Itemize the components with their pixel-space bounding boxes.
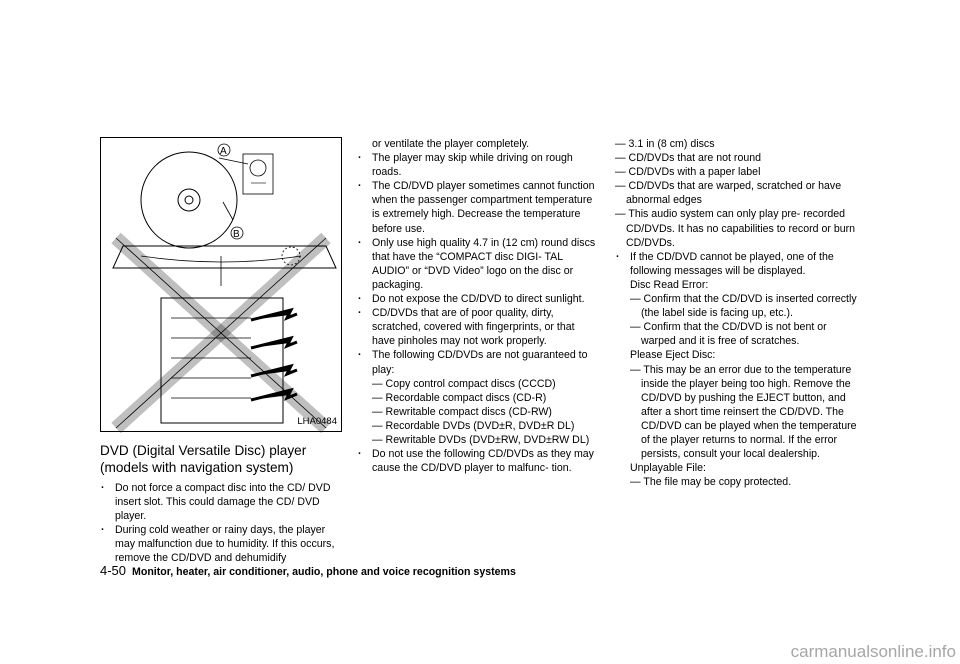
section-title: Monitor, heater, air conditioner, audio, phone and voice recognition systems (132, 566, 516, 578)
sub-list-item: — Copy control compact discs (CCCD) (372, 377, 556, 390)
sub-list-item: — Rewritable compact discs (CD-RW) (372, 405, 552, 418)
disc-outline (141, 152, 237, 248)
list-item: . The following CD/DVDs are not guaranteed to play: (357, 348, 599, 376)
arrow-2 (251, 338, 297, 348)
sub-list-item: — CD/DVDs that are warped, scratched or have abnormal edges (615, 180, 842, 207)
disc-hub (178, 189, 200, 211)
sub-list-item: — Recordable compact discs (CD-R) (372, 391, 547, 404)
continuation-text: or ventilate the player completely. (372, 138, 530, 150)
sub-list-item: — This may be an error due to the temperature inside the player being too high. Remove the CD/DVD by pushing the EJECT button, and after a short time reinsert the CD/DVD. The CD/DVD can be played when the temperature of the player returns to normal. If the error persists, consult your local dealership. (630, 363, 857, 461)
message-title: Please Eject Disc: (630, 349, 716, 362)
list-item: . CD/DVDs that are of poor quality, dirty, scratched, covered with fingerprints, or that have pinholes may not work properly. (357, 306, 599, 348)
page-number: 4-50 (100, 563, 127, 578)
list-item: . During cold weather or rainy days, the player may malfunction due to humidity. If this occurs, remove the CD/DVD and dehumidify (100, 523, 342, 565)
section-heading: DVD (Digital Versatile Disc) player (models with navigation system) (100, 443, 307, 475)
list-item: . Only use high quality 4.7 in (12 cm) round discs that have the “COMPACT disc DIGI- TAL AUDIO” or “DVD Video” logo on the disc or packaging. (357, 236, 599, 292)
sub-list-item: — The file may be copy protected. (630, 476, 792, 489)
sub-list-item: — This audio system can only play pre- recorded CD/DVDs. It has no capabilities to record or burn CD/DVDs. (615, 208, 856, 249)
page-footer (100, 563, 516, 578)
sub-list-item: — CD/DVDs with a paper label (615, 166, 761, 179)
list-item: . Do not force a compact disc into the CD/ DVD insert slot. This could damage the CD/ DVD player. (100, 481, 342, 523)
sub-list-item: — Rewritable DVDs (DVD±RW, DVD±RW DL) (372, 433, 590, 446)
sub-list-item: — Confirm that the CD/DVD is not bent or warped and it is free of scratches. (630, 321, 827, 348)
callout-b-letter: B (233, 229, 240, 240)
column-3 (615, 137, 860, 489)
sub-list-item: — Recordable DVDs (DVD±R, DVD±R DL) (372, 419, 575, 432)
list-item: . Do not expose the CD/DVD to direct sunlight. (357, 292, 599, 306)
watermark: carmanualsonline.info (790, 642, 956, 661)
column-2 (357, 137, 599, 475)
disc-hole (185, 196, 193, 204)
arrow-1 (251, 310, 297, 320)
list-item: . The CD/DVD player sometimes cannot function when the passenger compartment temperature is extremely high. Decrease the temperature before use. (357, 179, 599, 235)
disc-slot-illustration (101, 138, 343, 433)
list-item: . Do not use the following CD/DVDs as they may cause the CD/DVD player to malfunc- tion. (357, 447, 599, 475)
list-item: . The player may skip while driving on rough roads. (357, 151, 599, 179)
sub-list-item: — 3.1 in (8 cm) discs (615, 138, 715, 150)
figure-disc-illustration (100, 137, 342, 432)
col1-bullets (100, 481, 342, 566)
list-item: . If the CD/DVD cannot be played, one of the following messages will be displayed. (615, 250, 860, 278)
message-title: Disc Read Error: (630, 278, 709, 291)
message-title: Unplayable File: (630, 462, 706, 475)
sub-list-item: — Confirm that the CD/DVD is inserted correctly (the label side is facing up, etc.). (630, 293, 857, 320)
callout-a-letter: A (220, 146, 227, 157)
sub-list-item: — CD/DVDs that are not round (615, 152, 762, 165)
figure-code: LHA0484 (297, 416, 337, 427)
